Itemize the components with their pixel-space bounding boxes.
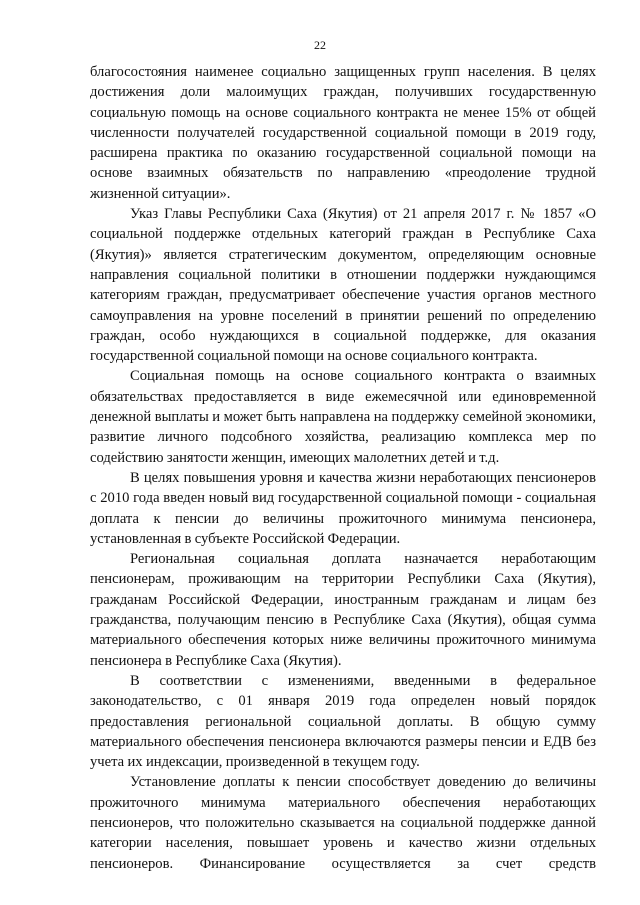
page-number: 22	[314, 38, 326, 52]
paragraph: В целях повышения уровня и качества жизни неработающих пенсионеров с 2010 года введен новый вид государственной социальной помощи - социальная доплата к пенсии до величины прожиточного минимума пенсионера, установленная в субъекте Российской Федерации.	[90, 469, 596, 547]
paragraph: Социальная помощь на основе социального контракта о взаимных обязательствах предоставляется в виде ежемесячной или единовременной денежной выплаты и может быть направлена на поддержку семейной экономики, развитие личного подсобного хозяйства, реализацию комплекса мер по содействию занятости женщин, имеющих малолетних детей и т.д.	[90, 368, 596, 466]
paragraph: Установление доплаты к пенсии способствует доведению до величины прожиточного минимума материального обеспечения неработающих пенсионеров, что положительно сказывается на социальной поддержке данной категории населения, повышает уровень и качество жизни отдельных пенсионеров. Финансирование осуществляется за счет средств	[90, 774, 596, 872]
document-body	[90, 62, 596, 874]
paragraph: Указ Главы Республики Саха (Якутия) от 21 апреля 2017 г. № 1857 «О социальной поддержке отдельных категорий граждан в Республике Саха (Якутия)» является стратегическим документом, определяющим основные направления социальной политики в отношении поддержки нуждающимся категориям граждан, предусматривает обеспечение участия органов местного самоуправления на уровне поселений в принятии решений по определению граждан, особо нуждающихся в социальной поддержке, для оказания государственной социальной помощи на основе социального контракта.	[90, 206, 596, 365]
paragraph: В соответствии с изменениями, введенными в федеральное законодательство, с 01 января 2019 года определен новый порядок предоставления региональной социальной доплаты. В общую сумму материального обеспечения пенсионера включаются размеры пенсии и ЕДВ без учета их индексации, произведенной в текущем году.	[90, 672, 596, 771]
paragraph: благосостояния наименее социально защищенных групп населения. В целях достижения доли малоимущих граждан, получивших государственную социальную помощь на основе социального контракта не менее 15% от общей численности получателей государственной социальной помощи в 2019 году, расширена практика по оказанию государственной социальной помощи на основе взаимных обязательств по направлению «преодоление трудной жизненной ситуации».	[90, 64, 596, 202]
paragraph: Региональная социальная доплата назначается неработающим пенсионерам, проживающим на территории Республики Саха (Якутия), гражданам Российской Федерации, иностранным гражданам и лицам без гражданства, получающим пенсию в Республике Саха (Якутия), общая сумма материального обеспечения которых ниже величины прожиточного минимума пенсионера в Республике Саха (Якутия).	[90, 551, 596, 669]
